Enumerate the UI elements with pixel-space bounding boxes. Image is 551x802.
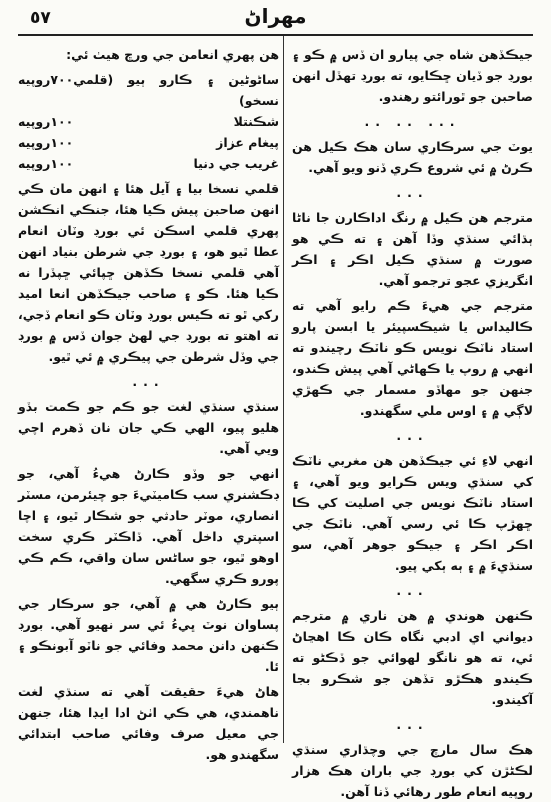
section-separator: ... — [396, 717, 429, 732]
prize-amount: ١٠٠روپيه — [18, 156, 74, 171]
section-separator: ... — [132, 374, 165, 389]
prize-amount: ٧٠٠روپيه — [18, 72, 74, 87]
paragraph: هڪ سال مارچ جي وچڌاري سنڌي لڪڻڙن کي بورڊ جي باران هڪ هزار روپيه انعام طور رهائي ڏنا آهن. — [292, 742, 533, 799]
paragraph: مترجم جي هيءَ ڪم رايو آهي ته ڪاليداس يا شيڪسپيئر يا ابسن پارو استاد ناٽڪ نويس ڪو ناٽڪ رچيندو ته انهي ۾ روپ يا ڪهاڻي آهي پيش ڪندو، جنهن جو مهاڏو مسمار جي ڪهڙي لاڳي ۾ ۽ اوس ملي سگهندو. — [292, 298, 533, 418]
paragraph: هاڻ هيءَ حقيقت آهي ته سنڌي لغت ناهمندي، هي ڪي اٺڻ ادا ايڊا هئا، جنهن جي معيل صرف وفائي صاحب ابتدائي سگهندو هو. — [18, 684, 279, 762]
prize-row — [18, 132, 279, 153]
paragraph: انهي لاءِ ئي جيڪڏهن هن مغربي ناٽڪ کي سنڌي ويس ڪرايو ويو آهي، ۽ استاد ناٽڪ نويس جي اصليت کي ڪا ڇهڙپ ڪا ئي رسي آهي. ناٽڪ جي اڪر اڪر ۽ جيڪو جوهر آهي، سو سنڌيءَ ۾ ۽ ٻه ٻکي پيو. — [292, 453, 533, 573]
left-column — [18, 44, 279, 762]
section-separator: ... — [396, 428, 429, 443]
prize-amount: ١٠٠روپيه — [18, 114, 74, 129]
journal-title: مهراڻ — [244, 4, 307, 28]
paragraph: سنڌي سنڌي لغت جو ڪم جو ڪمت بڏو هليو پيو، الهي ڪي جان نان ڏهرم اچي ويي آهي. — [18, 399, 279, 456]
header-rule — [18, 34, 533, 36]
prize-title: پيغام عزاز — [216, 135, 279, 150]
column-divider — [283, 36, 284, 743]
prize-title: ساڻوڻين ۽ ڪارو ٻيو (قلمي نسخو) — [73, 72, 279, 108]
prize-title: شڪنتلا — [233, 114, 279, 129]
paragraph: انهي جو وڏو ڪارڻ هيءُ آهي، جو ڊڪشنري سب ڪاميٽيءَ جو چيئرمن، مسٽر انصاري، موٽر حادثي جو شڪار ٿيو، ۽ اچا اسپتري داخل آهي. ڏاڪٽر ڪري سخت اوهو ٿيو، جو ساڻس سان واقي، ڪم ڪي پورو ڪري سگهي. — [18, 466, 279, 586]
prize-row — [18, 153, 279, 174]
paragraph: ڪنهن هوندي ۾ هن ناري ۾ مترجم ديواني اي ادبي نگاه ڪان ڪا اهڃاڻ ئي، ته هو نانگو لهوائي جو ڏڪڻو ته ڪيندو هڪڙو تڏهن جو شڪرو بجا آکيندو. — [292, 608, 533, 707]
paragraph: جيڪڏهن شاه جي پيارو ان ڏس ۾ ڪو ۽ بورڊ جو ڏيان ڇڪايو، ته بورڊ تهڏل انهن صاحبن جو ٿورائتو رهندو. — [292, 47, 533, 104]
section-separator: ... — [396, 185, 429, 200]
prize-intro: هن پهري انعامن جي ورڇ هيٺ ئي: — [66, 47, 279, 62]
page-header — [0, 0, 551, 34]
section-separator: ... .. .. — [364, 114, 461, 129]
paragraph: ٻيو ڪارڻ هي ۾ آهي، جو سرڪار جي پساوان نوٽ ڀيءُ ئي سر نهيو آهي. بورڊ ڪنهن دانن محمد وفائي جو ناٽو آبونڪو ۽ ئا. — [18, 596, 279, 674]
prize-list — [18, 69, 279, 174]
prize-row — [18, 69, 279, 111]
paragraph: قلمي نسخا بيا ۽ آيل هئا ۽ انهن مان ڪي انهن صاحبن پيش ڪيا هئا، جنڪي انڪشن پهري قلمي اسڪن ئي بورڊ وٽان انعام عطا ٿيو هو، ۽ بورڊ جي شرطن بنياد انهن آهي قلمي نسخا ڪڏهن ڇپائي ڇپڏرا نه ڪيا هئا. ڪو ۽ صاحب جيڪڏهن انعا اميد رکي ٿو ته ڪيس بورڊ وٽان ڪو انعام ڏجي، ته اهتو ته بورڊ جي لهڻ جوان ڏس ۾ بورڊ جي وڏل شرطن جي پيڪري ۾ ئي ٿيو. — [18, 181, 279, 364]
page-number: ٥٧ — [30, 8, 51, 28]
prize-title: غريب جي دنيا — [193, 156, 279, 171]
right-column — [292, 44, 533, 799]
prize-amount: ١٠٠روپيه — [18, 135, 74, 150]
prize-row — [18, 111, 279, 132]
paragraph: يوٽ جي سرڪاري سان هڪ ڪيل هن ڪرڻ ۾ ئي شروع ڪري ڏنو ويو آهي. — [292, 139, 533, 175]
section-separator: ... — [396, 583, 429, 598]
paragraph: مترجم هن ڪيل ۾ رنگ اداڪارن جا ناڻا ٻڌائي سنڌي وڏا آهن ۽ ته ڪي هو صورت ۾ سنڌي ڪيل اڪر ۽ اڪر انگريزي عجو ترجمو آهي. — [292, 210, 533, 288]
